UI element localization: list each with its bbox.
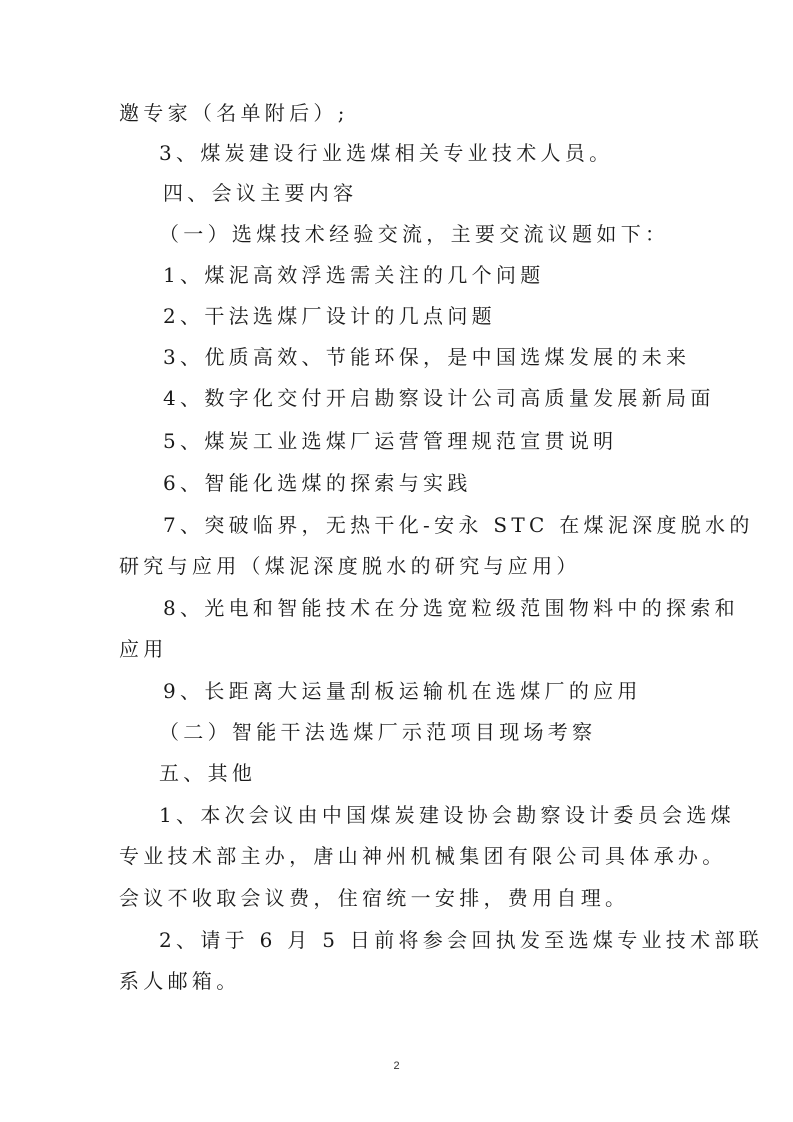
- list-item-continuation: 会议不收取会议费，住宿统一安排，费用自理。: [119, 886, 630, 910]
- paragraph-line: 3、煤炭建设行业选煤相关专业技术人员。: [159, 141, 614, 165]
- list-item-continuation: 研究与应用（煤泥深度脱水的研究与应用）: [119, 554, 581, 578]
- list-item: 1、本次会议由中国煤炭建设协会勘察设计委员会选煤: [159, 803, 735, 827]
- list-item: 2、请于 6 月 5 日前将参会回执发至选煤专业技术部联: [159, 928, 764, 952]
- list-item: 4、数字化交付开启勘察设计公司高质量发展新局面: [163, 386, 715, 410]
- section-heading: 五、其他: [159, 761, 257, 785]
- paragraph-line: 邀专家（名单附后）;: [119, 101, 349, 125]
- list-item: 2、干法选煤厂设计的几点问题: [163, 304, 496, 328]
- list-item: 9、长距离大运量刮板运输机在选煤厂的应用: [163, 679, 642, 703]
- list-item-continuation: 系人邮箱。: [119, 969, 241, 993]
- list-item: 6、智能化选煤的探索与实践: [163, 471, 472, 495]
- list-item-continuation: 应用: [119, 637, 168, 661]
- list-item: 1、煤泥高效浮选需关注的几个问题: [163, 263, 545, 287]
- list-item-continuation: 专业技术部主办，唐山神州机械集团有限公司具体承办。: [119, 844, 727, 868]
- list-item: 8、光电和智能技术在分选宽粒级范围物料中的探索和: [163, 596, 739, 620]
- list-item: 5、煤炭工业选煤厂运营管理规范宣贯说明: [163, 429, 618, 453]
- list-item: 7、突破临界，无热干化-安永 STC 在煤泥深度脱水的: [163, 513, 754, 537]
- subsection-heading: （一）选煤技术经验交流，主要交流议题如下：: [159, 222, 670, 246]
- page-number: 2: [393, 1060, 400, 1072]
- section-heading: 四、会议主要内容: [163, 181, 358, 205]
- list-item: 3、优质高效、节能环保，是中国选煤发展的未来: [163, 345, 691, 369]
- subsection-heading: （二）智能干法选煤厂示范项目现场考察: [159, 720, 597, 744]
